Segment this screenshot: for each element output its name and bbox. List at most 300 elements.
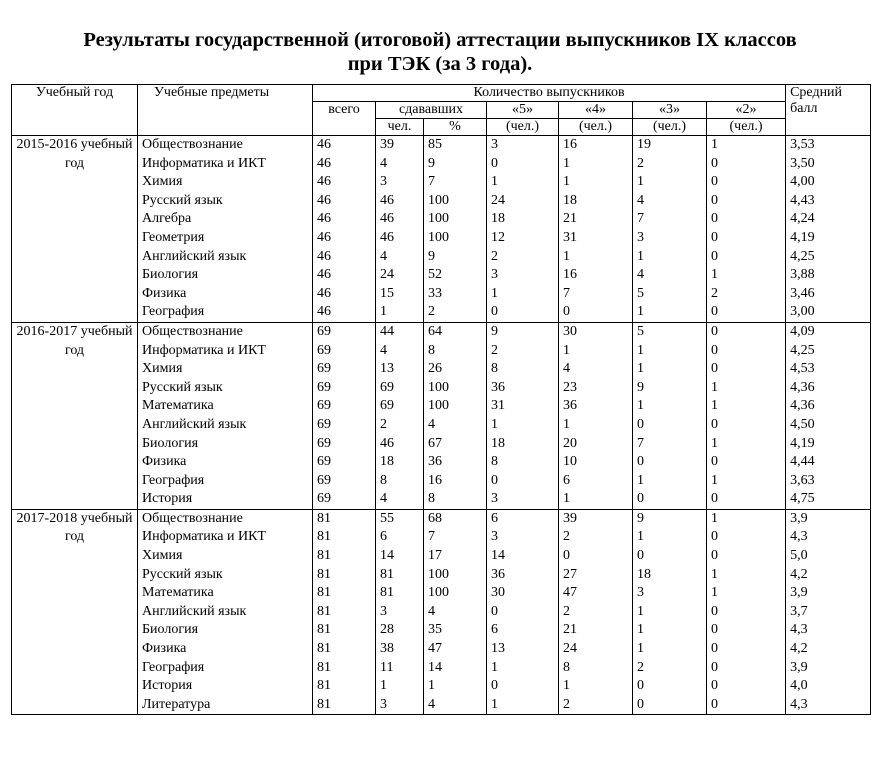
table-row: [12, 472, 871, 491]
header-passing: сдававших: [376, 102, 487, 119]
passing-count-cell: 81: [376, 584, 424, 603]
grade-3-cell: 0: [633, 696, 707, 715]
subject-cell: Биология: [138, 435, 313, 454]
average-score-cell: 4,3: [786, 621, 871, 640]
grade-3-cell: 18: [633, 566, 707, 585]
subject-cell: Химия: [138, 173, 313, 192]
table-row: [12, 509, 871, 528]
grade-3-cell: 2: [633, 659, 707, 678]
average-score-cell: 4,25: [786, 342, 871, 361]
passing-percent-cell: 100: [424, 210, 487, 229]
grade-4-cell: 47: [559, 584, 633, 603]
grade-2-cell: 1: [707, 266, 786, 285]
passing-percent-cell: 7: [424, 528, 487, 547]
header-year: Учебный год: [12, 85, 138, 136]
header-subjects: Учебные предметы: [138, 85, 313, 136]
table-row: [12, 659, 871, 678]
total-cell: 81: [313, 677, 376, 696]
table-row: [12, 453, 871, 472]
grade-2-cell: 0: [707, 210, 786, 229]
grade-3-cell: 4: [633, 192, 707, 211]
grade-3-cell: 1: [633, 342, 707, 361]
grade-3-cell: 0: [633, 677, 707, 696]
total-cell: 46: [313, 192, 376, 211]
average-score-cell: 3,9: [786, 659, 871, 678]
grade-2-cell: 0: [707, 659, 786, 678]
average-score-cell: 3,88: [786, 266, 871, 285]
average-score-cell: 4,09: [786, 322, 871, 341]
passing-count-cell: 69: [376, 379, 424, 398]
grade-5-cell: 30: [487, 584, 559, 603]
grade-4-cell: 1: [559, 416, 633, 435]
passing-percent-cell: 26: [424, 360, 487, 379]
year-cell: 2017-2018 учебный год: [12, 509, 138, 715]
grade-2-cell: 1: [707, 379, 786, 398]
header-grade-5: «5»: [487, 102, 559, 119]
grade-5-cell: 18: [487, 210, 559, 229]
passing-count-cell: 3: [376, 696, 424, 715]
total-cell: 46: [313, 229, 376, 248]
grade-2-cell: 0: [707, 360, 786, 379]
grade-5-cell: 8: [487, 360, 559, 379]
total-cell: 46: [313, 173, 376, 192]
grade-4-cell: 21: [559, 210, 633, 229]
header-percent: %: [424, 119, 487, 136]
passing-percent-cell: 100: [424, 379, 487, 398]
grade-5-cell: 6: [487, 621, 559, 640]
subject-cell: История: [138, 677, 313, 696]
total-cell: 46: [313, 303, 376, 322]
table-row: [12, 490, 871, 509]
grade-2-cell: 1: [707, 566, 786, 585]
subject-cell: География: [138, 303, 313, 322]
average-score-cell: 3,46: [786, 285, 871, 304]
total-cell: 46: [313, 210, 376, 229]
grade-4-cell: 1: [559, 342, 633, 361]
passing-count-cell: 55: [376, 509, 424, 528]
grade-5-cell: 3: [487, 136, 559, 155]
passing-percent-cell: 100: [424, 192, 487, 211]
grade-2-cell: 0: [707, 603, 786, 622]
passing-count-cell: 3: [376, 603, 424, 622]
grade-5-cell: 13: [487, 640, 559, 659]
subject-cell: Английский язык: [138, 603, 313, 622]
table-body: [12, 136, 871, 715]
average-score-cell: 4,44: [786, 453, 871, 472]
subject-cell: Информатика и ИКТ: [138, 528, 313, 547]
passing-count-cell: 1: [376, 303, 424, 322]
total-cell: 81: [313, 659, 376, 678]
grade-2-cell: 1: [707, 136, 786, 155]
passing-percent-cell: 9: [424, 248, 487, 267]
subject-cell: Алгебра: [138, 210, 313, 229]
table-row: [12, 566, 871, 585]
subject-cell: География: [138, 659, 313, 678]
table-row: [12, 322, 871, 341]
grade-2-cell: 0: [707, 528, 786, 547]
document-title: [0, 0, 880, 76]
passing-percent-cell: 14: [424, 659, 487, 678]
header-grade-5-people: (чел.): [487, 119, 559, 136]
average-score-cell: 4,3: [786, 696, 871, 715]
passing-count-cell: 46: [376, 229, 424, 248]
average-score-cell: 3,53: [786, 136, 871, 155]
table-row: [12, 192, 871, 211]
grade-3-cell: 0: [633, 547, 707, 566]
total-cell: 69: [313, 360, 376, 379]
table-row: [12, 696, 871, 715]
grade-4-cell: 1: [559, 173, 633, 192]
average-score-cell: 4,36: [786, 397, 871, 416]
grade-2-cell: 0: [707, 621, 786, 640]
header-total: всего: [313, 102, 376, 136]
table-row: [12, 173, 871, 192]
total-cell: 81: [313, 509, 376, 528]
grade-4-cell: 4: [559, 360, 633, 379]
subject-cell: Обществознание: [138, 136, 313, 155]
header-grade-2-people: (чел.): [707, 119, 786, 136]
grade-3-cell: 1: [633, 621, 707, 640]
grade-5-cell: 3: [487, 490, 559, 509]
grade-4-cell: 0: [559, 547, 633, 566]
grade-5-cell: 0: [487, 155, 559, 174]
table-row: [12, 547, 871, 566]
grade-3-cell: 5: [633, 322, 707, 341]
grade-2-cell: 0: [707, 322, 786, 341]
passing-count-cell: 8: [376, 472, 424, 491]
grade-2-cell: 1: [707, 472, 786, 491]
grade-2-cell: 0: [707, 677, 786, 696]
grade-3-cell: 1: [633, 472, 707, 491]
passing-percent-cell: 35: [424, 621, 487, 640]
passing-percent-cell: 9: [424, 155, 487, 174]
subject-cell: Химия: [138, 360, 313, 379]
table-row: [12, 342, 871, 361]
passing-percent-cell: 64: [424, 322, 487, 341]
results-table: [11, 84, 871, 715]
grade-2-cell: 1: [707, 584, 786, 603]
grade-4-cell: 16: [559, 266, 633, 285]
grade-4-cell: 21: [559, 621, 633, 640]
table-row: [12, 248, 871, 267]
passing-percent-cell: 100: [424, 566, 487, 585]
grade-4-cell: 1: [559, 248, 633, 267]
passing-count-cell: 46: [376, 192, 424, 211]
passing-percent-cell: 33: [424, 285, 487, 304]
table-row: [12, 266, 871, 285]
table-row: [12, 677, 871, 696]
table-row: [12, 285, 871, 304]
grade-2-cell: 0: [707, 640, 786, 659]
average-score-cell: 4,00: [786, 173, 871, 192]
subject-cell: Литература: [138, 696, 313, 715]
grade-2-cell: 0: [707, 229, 786, 248]
grade-2-cell: 0: [707, 490, 786, 509]
table-row: [12, 360, 871, 379]
total-cell: 81: [313, 696, 376, 715]
total-cell: 81: [313, 640, 376, 659]
average-score-cell: 4,19: [786, 435, 871, 454]
grade-5-cell: 12: [487, 229, 559, 248]
passing-count-cell: 38: [376, 640, 424, 659]
grade-3-cell: 9: [633, 379, 707, 398]
passing-count-cell: 69: [376, 397, 424, 416]
header-avg: Средний балл: [786, 85, 871, 136]
average-score-cell: 3,7: [786, 603, 871, 622]
grade-3-cell: 4: [633, 266, 707, 285]
passing-percent-cell: 17: [424, 547, 487, 566]
passing-count-cell: 4: [376, 342, 424, 361]
passing-count-cell: 3: [376, 173, 424, 192]
grade-3-cell: 7: [633, 210, 707, 229]
total-cell: 69: [313, 416, 376, 435]
total-cell: 69: [313, 322, 376, 341]
passing-count-cell: 15: [376, 285, 424, 304]
total-cell: 46: [313, 248, 376, 267]
title-line-2: при ТЭК (за 3 года).: [347, 53, 533, 75]
grade-2-cell: 0: [707, 192, 786, 211]
grade-5-cell: 0: [487, 677, 559, 696]
passing-percent-cell: 52: [424, 266, 487, 285]
passing-percent-cell: 2: [424, 303, 487, 322]
table-row: [12, 229, 871, 248]
table-row: [12, 528, 871, 547]
average-score-cell: 4,24: [786, 210, 871, 229]
year-cell: 2015-2016 учебный год: [12, 136, 138, 323]
grade-4-cell: 20: [559, 435, 633, 454]
table-row: [12, 603, 871, 622]
subject-cell: Русский язык: [138, 379, 313, 398]
table-row: [12, 303, 871, 322]
header-grade-3: «3»: [633, 102, 707, 119]
grade-3-cell: 1: [633, 528, 707, 547]
subject-cell: Биология: [138, 266, 313, 285]
average-score-cell: 4,25: [786, 248, 871, 267]
subject-cell: Английский язык: [138, 416, 313, 435]
grade-4-cell: 31: [559, 229, 633, 248]
passing-count-cell: 1: [376, 677, 424, 696]
grade-5-cell: 1: [487, 659, 559, 678]
passing-percent-cell: 4: [424, 696, 487, 715]
grade-2-cell: 0: [707, 416, 786, 435]
grade-4-cell: 36: [559, 397, 633, 416]
average-score-cell: 3,00: [786, 303, 871, 322]
grade-5-cell: 0: [487, 603, 559, 622]
passing-count-cell: 6: [376, 528, 424, 547]
total-cell: 69: [313, 453, 376, 472]
table-row: [12, 435, 871, 454]
grade-3-cell: 7: [633, 435, 707, 454]
grade-5-cell: 14: [487, 547, 559, 566]
grade-2-cell: 0: [707, 173, 786, 192]
grade-3-cell: 1: [633, 173, 707, 192]
grade-4-cell: 30: [559, 322, 633, 341]
total-cell: 46: [313, 285, 376, 304]
grade-4-cell: 1: [559, 677, 633, 696]
header-grade-4-people: (чел.): [559, 119, 633, 136]
passing-percent-cell: 100: [424, 584, 487, 603]
average-score-cell: 5,0: [786, 547, 871, 566]
subject-cell: Информатика и ИКТ: [138, 342, 313, 361]
grade-3-cell: 9: [633, 509, 707, 528]
table-row: [12, 640, 871, 659]
grade-3-cell: 1: [633, 603, 707, 622]
grade-5-cell: 3: [487, 266, 559, 285]
grade-4-cell: 2: [559, 696, 633, 715]
average-score-cell: 4,0: [786, 677, 871, 696]
passing-count-cell: 4: [376, 490, 424, 509]
grade-5-cell: 6: [487, 509, 559, 528]
passing-count-cell: 46: [376, 210, 424, 229]
grade-4-cell: 8: [559, 659, 633, 678]
passing-count-cell: 28: [376, 621, 424, 640]
grade-4-cell: 16: [559, 136, 633, 155]
total-cell: 81: [313, 566, 376, 585]
passing-count-cell: 81: [376, 566, 424, 585]
grade-3-cell: 3: [633, 229, 707, 248]
subject-cell: Физика: [138, 285, 313, 304]
grade-3-cell: 1: [633, 640, 707, 659]
table-row: [12, 621, 871, 640]
grade-3-cell: 1: [633, 303, 707, 322]
average-score-cell: 3,9: [786, 509, 871, 528]
passing-count-cell: 44: [376, 322, 424, 341]
average-score-cell: 4,36: [786, 379, 871, 398]
total-cell: 81: [313, 547, 376, 566]
table-header: [12, 85, 871, 136]
table-row: [12, 136, 871, 155]
grade-4-cell: 18: [559, 192, 633, 211]
grade-3-cell: 1: [633, 360, 707, 379]
grade-3-cell: 0: [633, 453, 707, 472]
grade-5-cell: 0: [487, 472, 559, 491]
subject-cell: История: [138, 490, 313, 509]
passing-percent-cell: 4: [424, 416, 487, 435]
subject-cell: Математика: [138, 584, 313, 603]
grade-4-cell: 7: [559, 285, 633, 304]
subject-cell: Химия: [138, 547, 313, 566]
average-score-cell: 4,2: [786, 640, 871, 659]
grade-4-cell: 2: [559, 603, 633, 622]
total-cell: 69: [313, 472, 376, 491]
average-score-cell: 4,75: [786, 490, 871, 509]
grade-5-cell: 2: [487, 342, 559, 361]
grade-2-cell: 0: [707, 248, 786, 267]
total-cell: 81: [313, 584, 376, 603]
grade-3-cell: 19: [633, 136, 707, 155]
grade-5-cell: 36: [487, 379, 559, 398]
subject-cell: Физика: [138, 453, 313, 472]
header-grade-3-people: (чел.): [633, 119, 707, 136]
grade-2-cell: 0: [707, 696, 786, 715]
total-cell: 69: [313, 342, 376, 361]
grade-2-cell: 1: [707, 509, 786, 528]
grade-4-cell: 27: [559, 566, 633, 585]
table-row: [12, 379, 871, 398]
grade-5-cell: 36: [487, 566, 559, 585]
total-cell: 69: [313, 397, 376, 416]
year-cell: 2016-2017 учебный год: [12, 322, 138, 509]
grade-3-cell: 1: [633, 397, 707, 416]
header-people: чел.: [376, 119, 424, 136]
passing-count-cell: 39: [376, 136, 424, 155]
average-score-cell: 3,63: [786, 472, 871, 491]
grade-5-cell: 0: [487, 303, 559, 322]
subject-cell: Математика: [138, 397, 313, 416]
passing-count-cell: 13: [376, 360, 424, 379]
subject-cell: Информатика и ИКТ: [138, 155, 313, 174]
grade-2-cell: 0: [707, 453, 786, 472]
passing-percent-cell: 8: [424, 342, 487, 361]
grade-3-cell: 1: [633, 248, 707, 267]
header-grade-4: «4»: [559, 102, 633, 119]
grade-2-cell: 2: [707, 285, 786, 304]
average-score-cell: 4,50: [786, 416, 871, 435]
subject-cell: Английский язык: [138, 248, 313, 267]
grade-2-cell: 1: [707, 435, 786, 454]
grade-4-cell: 23: [559, 379, 633, 398]
total-cell: 81: [313, 528, 376, 547]
title-line-1: Результаты государственной (итоговой) аттестации выпускников IX классов: [83, 29, 797, 51]
total-cell: 46: [313, 266, 376, 285]
subject-cell: Геометрия: [138, 229, 313, 248]
passing-count-cell: 2: [376, 416, 424, 435]
table-row: [12, 416, 871, 435]
grade-5-cell: 1: [487, 285, 559, 304]
grade-5-cell: 3: [487, 528, 559, 547]
table-row: [12, 397, 871, 416]
grade-4-cell: 24: [559, 640, 633, 659]
grade-5-cell: 18: [487, 435, 559, 454]
header-grade-2: «2»: [707, 102, 786, 119]
grade-4-cell: 0: [559, 303, 633, 322]
total-cell: 69: [313, 379, 376, 398]
average-score-cell: 4,43: [786, 192, 871, 211]
grade-4-cell: 6: [559, 472, 633, 491]
average-score-cell: 4,19: [786, 229, 871, 248]
passing-percent-cell: 8: [424, 490, 487, 509]
subject-cell: Биология: [138, 621, 313, 640]
passing-percent-cell: 67: [424, 435, 487, 454]
grade-2-cell: 1: [707, 397, 786, 416]
header-count: Количество выпускников: [313, 85, 786, 102]
passing-percent-cell: 16: [424, 472, 487, 491]
passing-count-cell: 46: [376, 435, 424, 454]
grade-3-cell: 3: [633, 584, 707, 603]
passing-count-cell: 4: [376, 248, 424, 267]
grade-5-cell: 1: [487, 173, 559, 192]
average-score-cell: 4,53: [786, 360, 871, 379]
grade-3-cell: 0: [633, 416, 707, 435]
subject-cell: Обществознание: [138, 509, 313, 528]
passing-percent-cell: 47: [424, 640, 487, 659]
grade-3-cell: 2: [633, 155, 707, 174]
grade-5-cell: 2: [487, 248, 559, 267]
total-cell: 46: [313, 155, 376, 174]
table-row: [12, 584, 871, 603]
passing-count-cell: 18: [376, 453, 424, 472]
subject-cell: Физика: [138, 640, 313, 659]
total-cell: 81: [313, 603, 376, 622]
table-row: [12, 210, 871, 229]
grade-4-cell: 1: [559, 155, 633, 174]
passing-percent-cell: 85: [424, 136, 487, 155]
grade-5-cell: 8: [487, 453, 559, 472]
grade-4-cell: 2: [559, 528, 633, 547]
passing-percent-cell: 7: [424, 173, 487, 192]
grade-2-cell: 0: [707, 303, 786, 322]
passing-percent-cell: 68: [424, 509, 487, 528]
